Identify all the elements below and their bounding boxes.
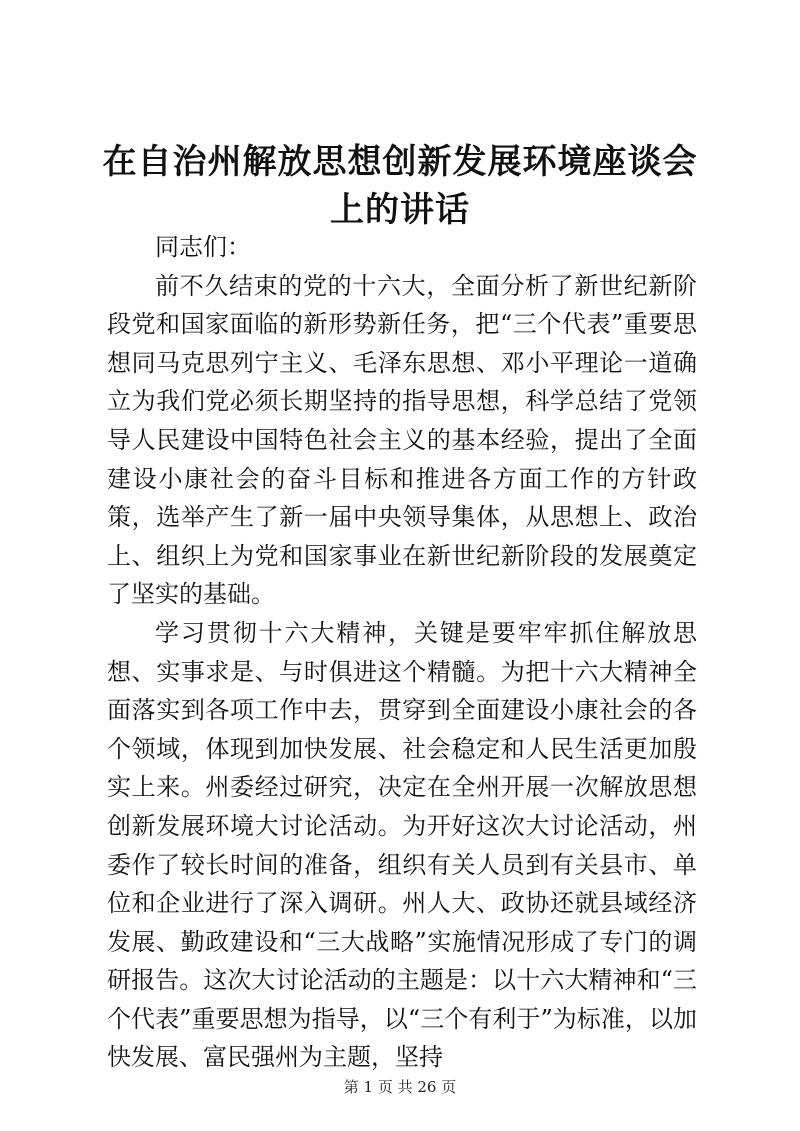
salutation: 同志们： bbox=[155, 233, 251, 261]
paragraph-1: 前不久结束的党的十六大，全面分析了新世纪新阶段党和国家面临的新形势新任务，把“三个代表”重要思想同马克思列宁主义、毛泽东思想、邓小平理论一道确立为我们党必须长期坚持的指导思想，科学总结了党领导人民建设中国特色社会主义的基本经验，提出了全面建设小康社会的奋斗目标和推进各方面工作的方针政策，选举产生了新一届中央领导集体，从思想上、政治上、组织上为党和国家事业在新世纪新阶段的发展奠定了坚实的基础。 bbox=[107, 271, 697, 609]
page-footer: 第 1 页 共 26 页 bbox=[343, 1078, 457, 1096]
paragraph-2: 学习贯彻十六大精神，关键是要牢牢抓住解放思想、实事求是、与时俱进这个精髓。为把十六大精神全面落实到各项工作中去，贯穿到全面建设小康社会的各个领域，体现到加快发展、社会稳定和人民生活更加殷实上来。州委经过研究，决定在全州开展一次解放思想创新发展环境大讨论活动。为开好这次大讨论活动，州委作了较长时间的准备，组织有关人员到有关县市、单位和企业进行了深入调研。州人大、政协还就县域经济发展、勤政建设和“三大战略”实施情况形成了专门的调研报告。这次大讨论活动的主题是：以十六大精神和“三个代表”重要思想为指导，以“三个有利于”为标准，以加快发展、富民强州为主题，坚持 bbox=[107, 618, 697, 1072]
document-body bbox=[107, 228, 697, 1077]
document-title: 在自治州解放思想创新发展环境座谈会上的讲话 bbox=[102, 142, 698, 230]
